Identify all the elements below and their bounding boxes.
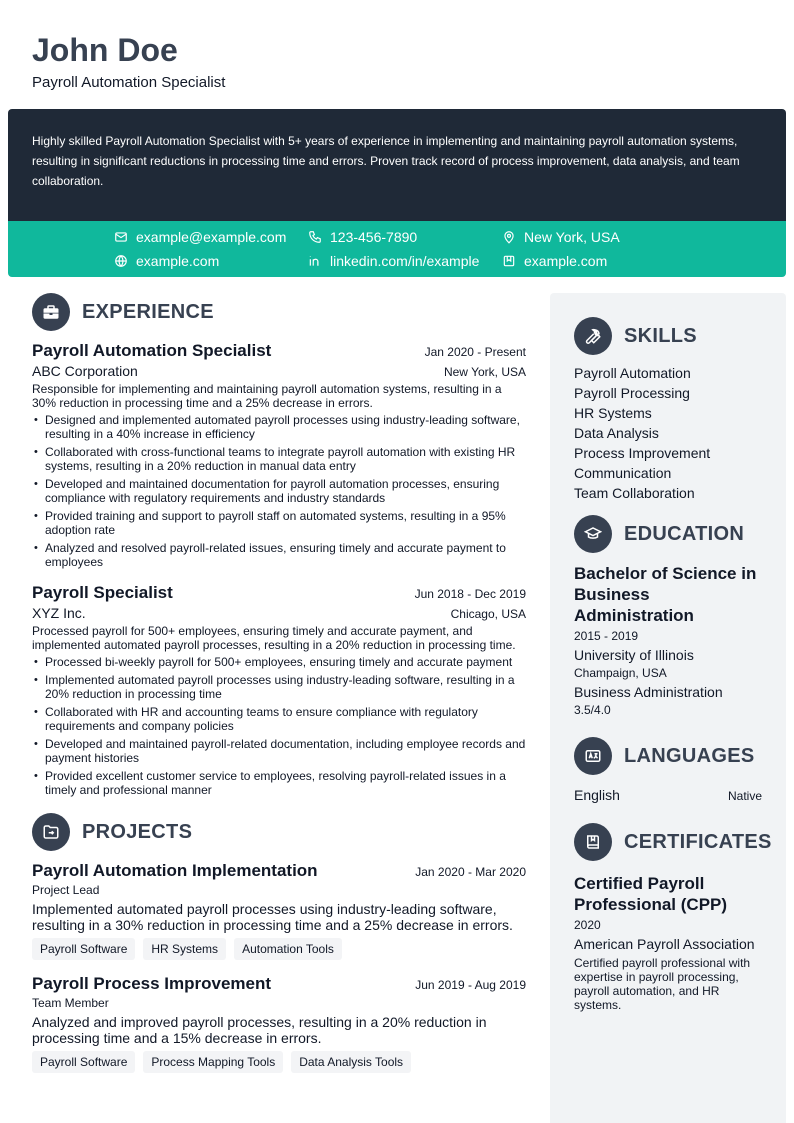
portfolio-icon [502,254,516,268]
job-bullet: • Provided excellent customer service to employees, resolving payroll-related issues in a timely and professional manner [32,769,526,797]
education-field: Business Administration [574,684,723,700]
experience-item [32,583,526,797]
job-description: Responsible for implementing and maintaining payroll automation systems, resulting in a 30% reduction in processing time and a 25% decrease in errors. [32,382,502,410]
language-item [574,785,762,805]
job-bullet: • Analyzed and resolved payroll-related issues, ensuring timely and accurate payment to employees [32,541,526,569]
contact-website[interactable] [114,253,219,269]
job-bullet: • Developed and maintained payroll-related documentation, including employee records and payment histories [32,737,526,765]
project-description: Implemented automated payroll processes using industry-leading software, resulting in a 30% reduction in processing time and a 25% decrease in errors. [32,901,513,933]
job-company: ABC Corporation [32,363,138,379]
translate-icon [574,737,612,775]
certificate-issuer: American Payroll Association [574,936,755,952]
skill-item: HR Systems [574,405,652,421]
education-location: Champaign, USA [574,666,667,680]
main-column [32,293,526,1073]
summary-text: Highly skilled Payroll Automation Specialist with 5+ years of experience in implementing and maintaining payroll automation systems, resulting in significant reductions in processing time and errors. Proven track record of process improvement, data analysis, and team collaboration. [32,134,740,188]
languages-heading [574,737,762,775]
tag: HR Systems [143,938,226,960]
job-dates: Jan 2020 - Present [424,345,526,359]
certificate-description: Certified payroll professional with expertise in payroll processing, payroll automation, and HR systems. [574,956,751,1012]
candidate-title: Payroll Automation Specialist [32,74,226,91]
contact-linkedin-text: linkedin.com/in/example [330,253,480,269]
project-dates: Jan 2020 - Mar 2020 [415,865,526,879]
languages-title: LANGUAGES [624,744,755,767]
job-title: Payroll Specialist [32,583,173,602]
contact-portfolio-text: example.com [524,253,608,269]
experience-item [32,341,526,569]
job-title: Payroll Automation Specialist [32,341,272,360]
language-level: Native [727,789,762,803]
briefcase-icon [32,293,70,331]
skill-item: Payroll Processing [574,385,690,401]
project-item [32,974,526,1073]
education-title: EDUCATION [624,522,745,545]
job-bullet: • Developed and maintained documentation for payroll automation processes, ensuring compliance with regulatory requirements and industry standards [32,477,526,505]
project-title: Payroll Automation Implementation [32,861,318,880]
skills-heading [574,317,762,355]
education-degree: Bachelor of Science in Business Administration [574,564,757,625]
job-bullet: • Provided training and support to payroll staff on automated systems, resulting in a 95% adoption rate [32,509,526,537]
linkedin-icon [308,254,322,268]
job-bullets [32,655,526,797]
certificate-year: 2020 [574,918,601,932]
contact-location [502,229,620,245]
skill-item: Data Analysis [574,425,659,441]
skill-item: Payroll Automation [574,365,691,381]
sidebar [550,293,786,1123]
certificates-heading [574,823,772,861]
skill-item: Communication [574,465,672,481]
contact-email[interactable] [114,229,286,245]
job-description: Processed payroll for 500+ employees, ensuring timely and accurate payment, and implemented automated payroll processes, resulting in a 20% reduction in processing time. [32,624,516,652]
contact-linkedin[interactable] [308,253,479,269]
mail-icon [114,230,128,244]
job-bullet: • Collaborated with cross-functional teams to integrate payroll automation with existing HR systems, resulting in a 20% reduction in manual data entry [32,445,526,473]
book-icon [574,823,612,861]
project-item [32,861,526,960]
tag: Payroll Software [32,1051,135,1073]
projects-title: PROJECTS [82,820,193,843]
project-description: Analyzed and improved payroll processes, resulting in a 20% reduction in processing time and a 15% decrease in errors. [32,1014,487,1046]
job-bullet: • Collaborated with HR and accounting teams to ensure compliance with regulatory requirements and company policies [32,705,526,733]
tag: Process Mapping Tools [143,1051,283,1073]
graduation-cap-icon [574,515,612,553]
resume-header [32,30,225,91]
education-gpa: 3.5/4.0 [574,703,611,717]
skills-title: SKILLS [624,324,697,347]
globe-icon [114,254,128,268]
folder-icon [32,813,70,851]
contact-portfolio[interactable] [502,253,607,269]
job-location: Chicago, USA [450,607,526,621]
job-bullets [32,413,526,569]
summary-panel [8,109,786,221]
education-years: 2015 - 2019 [574,629,639,643]
job-company: XYZ Inc. [32,605,86,621]
project-role: Team Member [32,996,109,1010]
project-dates: Jun 2019 - Aug 2019 [415,978,526,992]
project-title: Payroll Process Improvement [32,974,272,993]
contact-phone-text: 123-456-7890 [330,229,418,245]
certificates-title: CERTIFICATES [624,830,772,853]
education-heading [574,515,762,553]
language-name: English [574,787,620,803]
wrench-icon [574,317,612,355]
job-bullet: • Processed bi-weekly payroll for 500+ employees, ensuring timely and accurate payment [32,655,526,669]
job-dates: Jun 2018 - Dec 2019 [414,587,526,601]
project-tags [32,938,526,960]
education-school: University of Illinois [574,647,694,663]
experience-heading [32,293,526,331]
skills-list [574,363,762,503]
map-pin-icon [502,230,516,244]
projects-heading [32,813,526,851]
contact-location-text: New York, USA [524,229,620,245]
contact-email-text: example@example.com [136,229,287,245]
contact-phone[interactable] [308,229,417,245]
experience-title: EXPERIENCE [82,300,214,323]
job-bullet: • Implemented automated payroll processes using industry-leading software, resulting in a 20% reduction in processing time [32,673,526,701]
tag: Payroll Software [32,938,135,960]
skill-item: Team Collaboration [574,485,695,501]
project-tags [32,1051,526,1073]
tag: Data Analysis Tools [291,1051,411,1073]
project-role: Project Lead [32,883,100,897]
job-location: New York, USA [443,365,526,379]
phone-icon [308,230,322,244]
tag: Automation Tools [234,938,342,960]
contact-bar [8,221,786,277]
candidate-name: John Doe [32,32,178,68]
certificate-name: Certified Payroll Professional (CPP) [574,874,728,914]
contact-website-text: example.com [136,253,220,269]
job-bullet: • Designed and implemented automated payroll processes using industry-leading software, resulting in a 40% increase in efficiency [32,413,526,441]
skill-item: Process Improvement [574,445,711,461]
